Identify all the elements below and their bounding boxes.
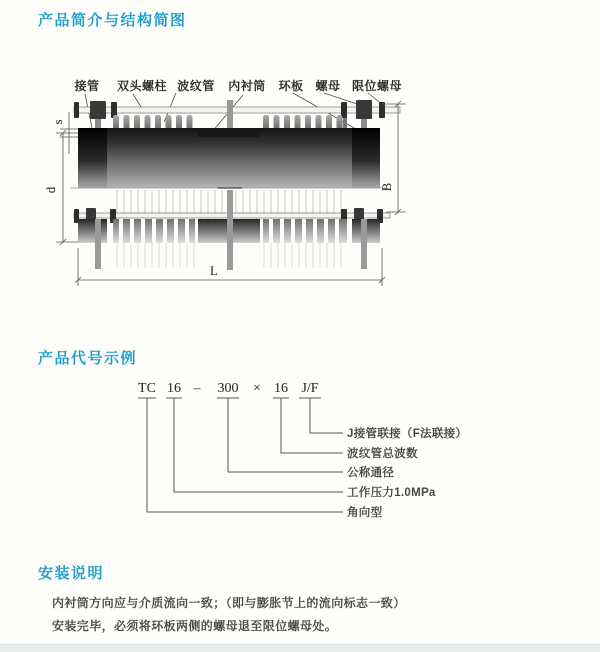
code-part-connection: J/F [301, 381, 319, 396]
page-footer-strip [0, 644, 600, 652]
part-label-limit-nut: 限位螺母 [351, 79, 403, 93]
left-flange [78, 128, 107, 188]
dim-label-d: d [43, 186, 58, 194]
dimension-d [43, 130, 78, 245]
upper-tie-rod [74, 107, 400, 113]
part-label-double-end-stud: 双头螺柱 [116, 79, 168, 93]
part-label-ring-plate: 环板 [278, 79, 304, 93]
part-label-connection-pipe: 接管 [74, 79, 100, 93]
dimension-B [379, 101, 406, 215]
dim-label-s: s [50, 119, 65, 125]
code-part-waves: 16 [274, 381, 288, 396]
callout-wave-count: 波纹管总波数 [347, 448, 418, 460]
code-part-type: TC [138, 381, 156, 396]
code-part-diameter: 300 [217, 381, 239, 396]
expansion-joint-structure-diagram [30, 60, 450, 310]
section-title-code: 产品代号示例 [38, 350, 138, 367]
part-label-bellows: 波纹管 [177, 79, 215, 93]
right-flange [352, 128, 380, 188]
lower-hatch-left [113, 243, 195, 268]
code-part-pressure: 16 [167, 381, 181, 396]
dim-label-B: B [379, 182, 394, 192]
dim-label-L: L [210, 263, 218, 278]
install-line-1: 内衬筒方向应与介质流向一致；（即与膨胀节上的流向标志一致） [52, 596, 406, 610]
section-title-intro: 产品简介与结构简图 [38, 12, 187, 29]
lower-hatch-right [263, 243, 347, 268]
part-label-nut: 螺母 [315, 79, 341, 93]
code-part-times: × [253, 381, 261, 396]
callout-working-pressure: 工作压力1.0MPa [347, 487, 436, 499]
code-connectors [147, 398, 343, 512]
install-instructions [52, 596, 482, 642]
product-code-diagram [130, 375, 490, 527]
center-collar [198, 128, 260, 137]
callout-angular-type: 角向型 [347, 507, 383, 519]
section-title-install: 安装说明 [38, 565, 105, 582]
install-line-2: 安装完毕，必须将环板两侧的螺母退至限位螺母处。 [52, 619, 338, 633]
part-label-inner-liner: 内衬筒 [228, 79, 266, 93]
callout-connection: J接管联接（F法联接） [347, 428, 468, 440]
code-part-dash: – [193, 381, 201, 396]
callout-nominal-diameter: 公称通径 [347, 467, 395, 479]
